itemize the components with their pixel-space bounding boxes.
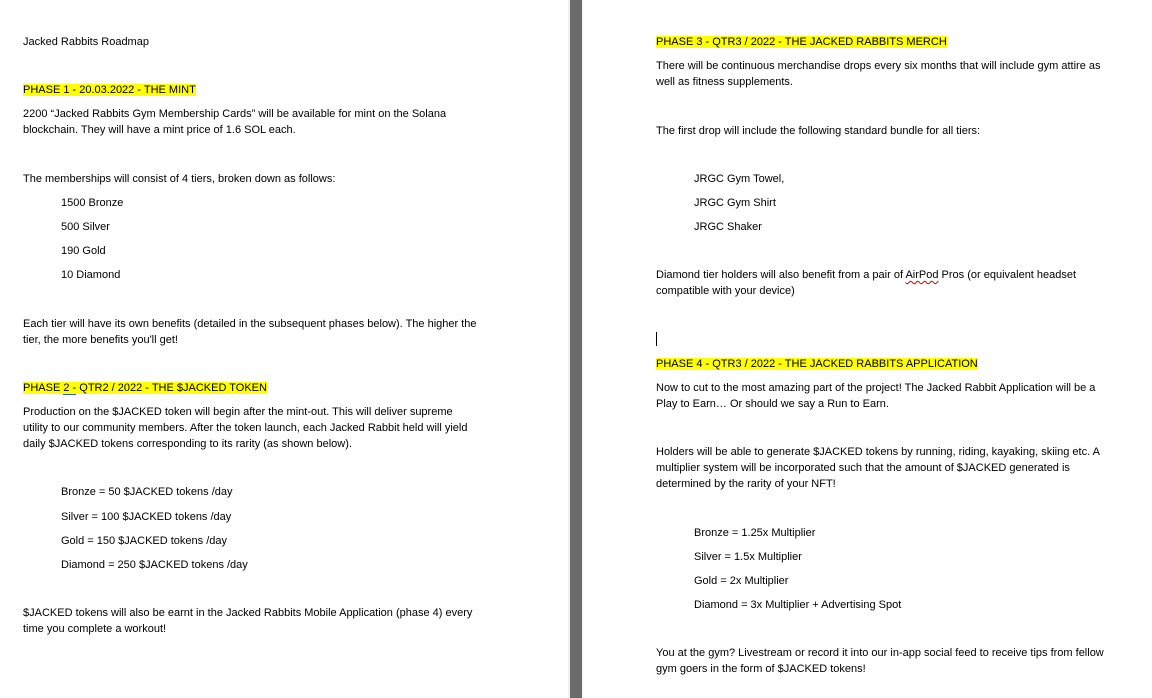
phase1-intro-line: blockchain. They will have a mint price of 1.6 SOL each. [23, 124, 296, 136]
phase4-intro-line: Now to cut to the most amazing part of the project! The Jacked Rabbit Application will be a [656, 382, 1096, 394]
phase2-footer-line: $JACKED tokens will also be earnt in the Jacked Rabbits Mobile Application (phase 4) every [23, 607, 473, 619]
phase2-heading [23, 380, 267, 396]
reward-item: Silver = 100 $JACKED tokens /day [61, 511, 232, 523]
tier-item: 1500 Bronze [61, 197, 124, 209]
phase2-body-line: utility to our community members. After the token launch, each Jacked Rabbit held will yield [23, 422, 468, 434]
phase4-holders-line: Holders will be able to generate $JACKED tokens by running, riding, kayaking, skiing etc. A [656, 446, 1100, 458]
phase4-footer-line: You at the gym? Livestream or record it into our in-app social feed to receive tips from fellow [656, 647, 1104, 659]
tier-item: 190 Gold [61, 245, 106, 257]
phase4-holders-line: determined by the rarity of your NFT! [656, 478, 836, 490]
phase2-heading-dash: - [69, 382, 77, 394]
phase3-body-line: well as fitness supplements. [656, 76, 793, 88]
multiplier-item: Bronze = 1.25x Multiplier [694, 527, 816, 539]
phase1-intro-line: 2200 “Jacked Rabbits Gym Membership Cards” will be available for mint on the Solana [23, 108, 447, 120]
tier-item: 500 Silver [61, 221, 110, 233]
phase2-heading-a: PHASE [23, 382, 64, 394]
tier-item: 10 Diamond [61, 269, 121, 281]
phase3-bundle-intro: The first drop will include the following standard bundle for all tiers: [656, 125, 981, 137]
document-page-left[interactable] [0, 0, 568, 698]
page-separator [570, 0, 582, 698]
phase3-diamond-line2: compatible with your device) [656, 285, 795, 297]
bundle-item: JRGC Shaker [694, 221, 762, 233]
text-cursor[interactable] [656, 332, 657, 346]
multiplier-item: Silver = 1.5x Multiplier [694, 551, 802, 563]
phase3-body-line: There will be continuous merchandise drops every six months that will include gym attire as [656, 60, 1101, 72]
document-page-right[interactable] [583, 0, 1152, 698]
phase1-tiers-intro: The memberships will consist of 4 tiers, broken down as follows: [23, 173, 336, 185]
phase2-footer-line: time you complete a workout! [23, 623, 167, 635]
bundle-item: JRGC Gym Towel, [694, 173, 785, 185]
reward-item: Bronze = 50 $JACKED tokens /day [61, 486, 233, 498]
phase2-heading-b: QTR2 / 2022 - THE $JACKED TOKEN [76, 382, 267, 394]
phase4-heading [656, 356, 978, 372]
multiplier-item: Gold = 2x Multiplier [694, 575, 789, 587]
phase1-benefits-line: tier, the more benefits you'll get! [23, 334, 178, 346]
bundle-item: JRGC Gym Shirt [694, 197, 776, 209]
diamond-text-b: Pros (or equivalent headset [938, 269, 1077, 281]
phase1-heading-text: PHASE 1 - 20.03.2022 - THE MINT [23, 84, 196, 96]
phase4-intro-line: Play to Earn… Or should we say a Run to Earn. [656, 398, 889, 410]
phase3-heading-text: PHASE 3 - QTR3 / 2022 - THE JACKED RABBITS MERCH [656, 36, 947, 48]
multiplier-item: Diamond = 3x Multiplier + Advertising Spot [694, 599, 902, 611]
phase3-diamond-line [656, 267, 1076, 283]
phase3-heading [656, 34, 947, 50]
phase1-heading [23, 82, 196, 98]
reward-item: Gold = 150 $JACKED tokens /day [61, 535, 228, 547]
phase1-benefits-line: Each tier will have its own benefits (detailed in the subsequent phases below). The higher the [23, 318, 477, 330]
phase2-body-line: Production on the $JACKED token will begin after the mint-out. This will deliver supreme [23, 406, 453, 418]
phase4-heading-text: PHASE 4 - QTR3 / 2022 - THE JACKED RABBITS APPLICATION [656, 358, 978, 370]
phase2-body-line: daily $JACKED tokens corresponding to its rarity (as shown below). [23, 438, 352, 450]
spellcheck-word[interactable]: AirPod [905, 269, 939, 281]
reward-item: Diamond = 250 $JACKED tokens /day [61, 559, 248, 571]
document-title: Jacked Rabbits Roadmap [23, 36, 149, 48]
phase4-footer-line: gym goers in the form of $JACKED tokens! [656, 663, 866, 675]
phase4-holders-line: multiplier system will be incorporated such that the amount of $JACKED generated is [656, 462, 1070, 474]
phase2-heading-num: 2 [63, 382, 70, 394]
diamond-text-a: Diamond tier holders will also benefit from a pair of [656, 269, 906, 281]
